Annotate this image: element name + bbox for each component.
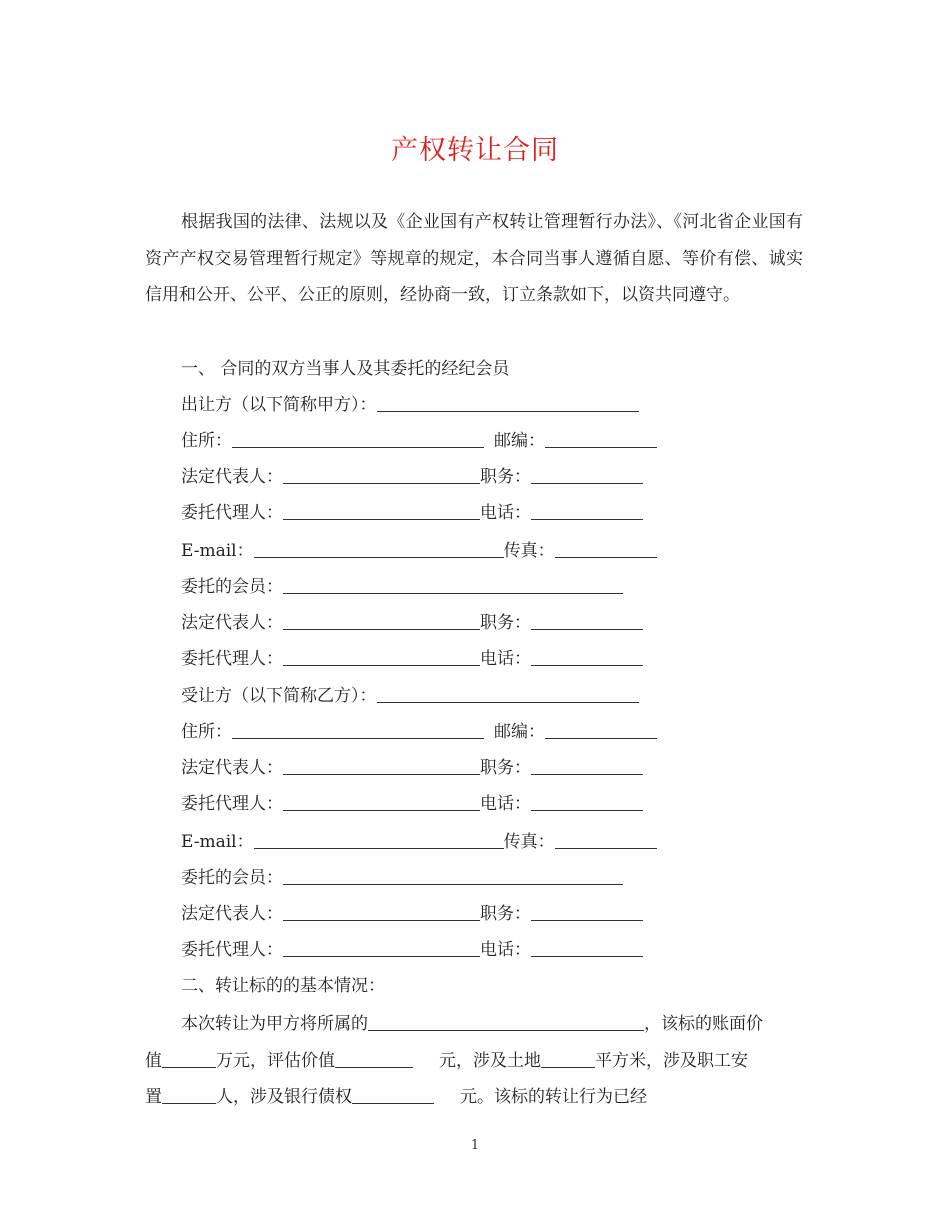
transferor-fax-field[interactable]	[555, 539, 657, 558]
bank-claims-field[interactable]	[352, 1085, 434, 1104]
transferee-position-field[interactable]	[531, 756, 643, 775]
section2-line-1: 本次转让为甲方将所属的 ，该标的账面价	[181, 1014, 763, 1034]
transferor-member-field[interactable]	[283, 575, 623, 594]
transferee-name-field[interactable]	[377, 684, 639, 703]
appraised-value-field[interactable]	[335, 1049, 413, 1068]
transferee-agent-row: 委托代理人： 电话：	[181, 789, 643, 814]
transferee-member-legal-rep-row: 法定代表人： 职务：	[181, 899, 643, 924]
book-value-field[interactable]	[162, 1049, 216, 1068]
transferor-legal-rep-row: 法定代表人： 职务：	[181, 462, 643, 487]
transferor-member-position-field[interactable]	[531, 611, 643, 630]
transferor-member-legal-rep-field[interactable]	[283, 611, 480, 630]
transferor-address-row: 住所： 邮编：	[181, 426, 657, 451]
transferor-member-legal-rep-row: 法定代表人： 职务：	[181, 608, 643, 633]
transferee-fax-field[interactable]	[555, 830, 657, 849]
transferor-email-field[interactable]	[254, 539, 504, 558]
transferor-member-agent-field[interactable]	[283, 647, 480, 666]
transferee-member-legal-rep-field[interactable]	[283, 902, 480, 921]
transferee-agent-field[interactable]	[283, 792, 480, 811]
transferee-email-row: E-mail： 传真：	[181, 827, 657, 852]
transferee-email-field[interactable]	[254, 830, 504, 849]
transferee-address-row: 住所： 邮编：	[181, 717, 657, 742]
transferee-member-field[interactable]	[283, 866, 623, 885]
transferee-legal-rep-field[interactable]	[283, 756, 480, 775]
transferee-legal-rep-row: 法定代表人： 职务：	[181, 753, 643, 778]
document-title: 产权转让合同	[391, 135, 559, 166]
transferor-postcode-field[interactable]	[545, 429, 657, 448]
transferee-address-field[interactable]	[232, 720, 484, 739]
section1-heading: 一、 合同的双方当事人及其委托的经纪会员	[181, 359, 510, 379]
transferor-phone-field[interactable]	[531, 501, 643, 520]
transferor-member-agent-row: 委托代理人： 电话：	[181, 644, 643, 669]
section2-heading: 二、转让标的的基本情况：	[181, 976, 385, 996]
transferor-member-row: 委托的会员：	[181, 572, 623, 597]
subject-name-field[interactable]	[368, 1012, 644, 1031]
section2-line-2: 值 万元，评估价值 元，涉及土地 平方米，涉及职工安	[145, 1050, 748, 1071]
transferee-member-phone-field[interactable]	[531, 938, 643, 957]
transferor-name-field[interactable]	[377, 393, 639, 412]
transferor-address-field[interactable]	[232, 429, 484, 448]
transferor-legal-rep-field[interactable]	[283, 465, 480, 484]
transferor-member-phone-field[interactable]	[531, 647, 643, 666]
transferor-email-row: E-mail： 传真：	[181, 536, 657, 561]
transferee-member-position-field[interactable]	[531, 902, 643, 921]
page-number: 1	[470, 1138, 480, 1153]
transferor-agent-field[interactable]	[283, 501, 480, 520]
transferor-row: 出让方（以下简称甲方）：	[181, 390, 639, 415]
transferee-postcode-field[interactable]	[545, 720, 657, 739]
transferee-phone-field[interactable]	[531, 792, 643, 811]
section2-paragraph	[145, 1006, 805, 1116]
transferee-member-row: 委托的会员：	[181, 863, 623, 888]
transferor-agent-row: 委托代理人： 电话：	[181, 498, 643, 523]
land-area-field[interactable]	[541, 1049, 595, 1068]
transferor-position-field[interactable]	[531, 465, 643, 484]
transferee-row: 受让方（以下简称乙方）：	[181, 681, 639, 706]
employees-field[interactable]	[162, 1085, 216, 1104]
section2-line-3: 置 人，涉及银行债权 元。该标的转让行为已经	[145, 1087, 647, 1107]
intro-paragraph: 根据我国的法律、法规以及《企业国有产权转让管理暂行办法》、《河北省企业国有资产产权交易管理暂行规定》等规章的规定，本合同当事人遵循自愿、等价有偿、诚实信用和公开、公平、公正的原则，经协商一致，订立条款如下，以资共同遵守。	[145, 212, 803, 305]
transferee-member-agent-field[interactable]	[283, 938, 480, 957]
transferee-member-agent-row: 委托代理人： 电话：	[181, 935, 643, 960]
